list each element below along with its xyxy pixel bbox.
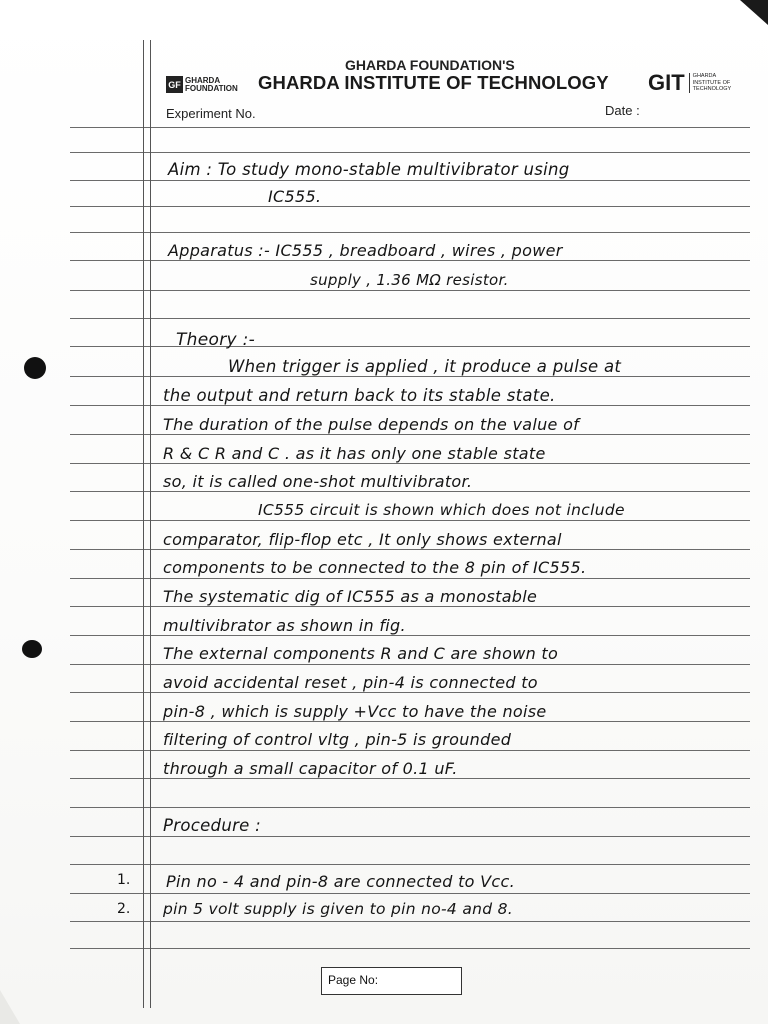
theory-line: components to be connected to the 8 pin of IC555. (163, 558, 587, 577)
ruled-line (70, 836, 750, 837)
theory-heading: Theory :- (176, 330, 256, 350)
theory-line: R & C R and C . as it has only one stable state (163, 444, 546, 463)
ruled-line (70, 434, 750, 435)
procedure-step: Pin no - 4 and pin-8 are connected to Vcc. (166, 872, 515, 891)
theory-line: avoid accidental reset , pin-4 is connected to (163, 673, 538, 692)
ruled-line (70, 520, 750, 521)
theory-line: When trigger is applied , it produce a pulse at (228, 357, 622, 376)
apparatus-line: Apparatus :- IC555 , breadboard , wires , power (168, 241, 563, 260)
ruled-line (70, 893, 750, 894)
aim-line: Aim : To study mono-stable multivibrator using (168, 160, 570, 179)
aim-line: IC555. (268, 187, 322, 206)
ruled-line (70, 921, 750, 922)
gf-logo-icon: GF (166, 76, 183, 93)
theory-line: so, it is called one-shot multivibrator. (163, 472, 473, 491)
theory-line: multivibrator as shown in fig. (163, 616, 406, 635)
foundation-name: GHARDA FOUNDATION'S (345, 57, 515, 73)
git-logo (648, 70, 737, 96)
ruled-line (70, 948, 750, 949)
ruled-line (70, 864, 750, 865)
theory-line: IC555 circuit is shown which does not include (258, 501, 625, 519)
ruled-line (70, 692, 750, 693)
page-number-box (321, 967, 462, 995)
ruled-line (70, 778, 750, 779)
institute-name: GHARDA INSTITUTE OF TECHNOLOGY (258, 72, 609, 93)
ruled-line (70, 721, 750, 722)
experiment-number-label: Experiment No. (166, 106, 256, 121)
theory-line: filtering of control vltg , pin-5 is grounded (163, 730, 512, 749)
ruled-line (70, 206, 750, 207)
theory-line: The external components R and C are shown to (163, 644, 559, 663)
procedure-heading: Procedure : (163, 816, 262, 835)
theory-line: pin-8 , which is supply +Vcc to have the noise (163, 702, 547, 721)
logo-text-line: GHARDA (692, 73, 717, 80)
theory-line: The duration of the pulse depends on the value of (163, 415, 580, 434)
ruled-line (70, 635, 750, 636)
theory-line: comparator, flip-flop etc , It only shows external (163, 530, 562, 549)
git-logo-mark: GIT (648, 70, 685, 95)
ruled-line (70, 750, 750, 751)
step-number: 2. (117, 901, 131, 917)
punch-hole (24, 357, 46, 379)
date-label: Date : (605, 103, 640, 118)
theory-line: through a small capacitor of 0.1 uF. (163, 759, 458, 778)
punch-hole (22, 640, 42, 658)
logo-text-line: TECHNOLOGY (692, 86, 732, 93)
page-number-label: Page No: (328, 973, 379, 987)
ruled-line (70, 232, 750, 233)
ruled-line (70, 549, 750, 550)
apparatus-line: supply , 1.36 MΩ resistor. (310, 271, 509, 289)
margin-line (150, 40, 151, 1008)
ruled-line (70, 346, 750, 347)
gharda-foundation-logo (166, 76, 238, 93)
step-number: 1. (117, 872, 131, 888)
ruled-line (70, 606, 750, 607)
procedure-step: pin 5 volt supply is given to pin no-4 and 8. (163, 900, 513, 918)
margin-line (143, 40, 144, 1008)
ruled-line (70, 260, 750, 261)
logo-text-line: FOUNDATION (185, 83, 238, 93)
theory-line: the output and return back to its stable state. (163, 386, 556, 405)
ruled-line (70, 463, 750, 464)
logo-text-line: GHARDA (185, 75, 221, 85)
ruled-line (70, 491, 750, 492)
ruled-line (70, 376, 750, 377)
ruled-line (70, 152, 750, 153)
ruled-line (70, 180, 750, 181)
ruled-line (70, 127, 750, 128)
ruled-line (70, 807, 750, 808)
ruled-line (70, 318, 750, 319)
logo-text-line: INSTITUTE OF (692, 79, 731, 86)
theory-line: The systematic dig of IC555 as a monostable (163, 587, 538, 606)
ruled-line (70, 578, 750, 579)
ruled-line (70, 290, 750, 291)
ruled-line (70, 405, 750, 406)
ruled-line (70, 664, 750, 665)
